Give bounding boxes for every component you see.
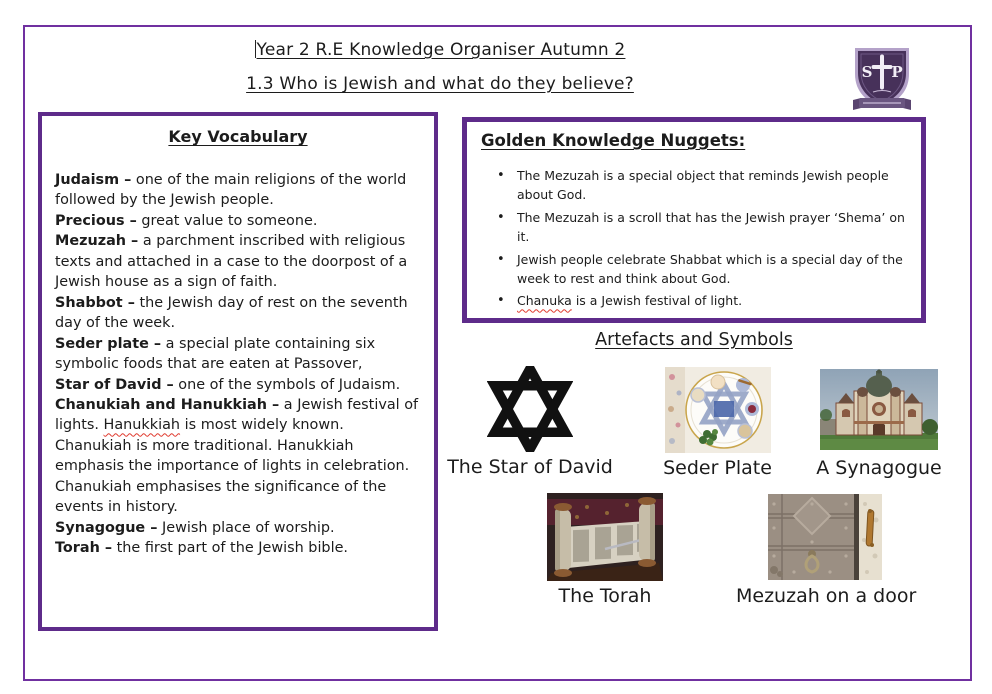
vocab-term: Precious –	[55, 212, 137, 229]
golden-knowledge-nuggets-box	[462, 117, 926, 323]
artefact-label-star: The Star of David	[447, 456, 613, 478]
nugget-item-2[interactable]	[481, 208, 907, 247]
vocab-definition: one of the main religions of the world followed by the Jewish people.	[55, 172, 407, 209]
vocab-definition: is most widely known. Chanukiah is more traditional. Hanukkiah emphasis the importance of lights in celebration. Chanukiah emphasises the significance of the events in history.	[55, 417, 410, 516]
key-vocabulary-box	[38, 112, 438, 631]
vocab-definition: Jewish place of worship.	[157, 519, 335, 536]
artefact-card-torah	[526, 492, 684, 607]
artefact-label-mezuzah: Mezuzah on a door	[736, 585, 917, 607]
vocab-entry-synagogue[interactable]	[55, 518, 421, 538]
vocab-definition: one of the symbols of Judaism.	[173, 376, 401, 393]
left-roller	[554, 503, 572, 577]
school-crest-logo	[849, 44, 915, 116]
synagogue-image[interactable]	[820, 369, 938, 450]
artefact-card-mezuzah	[736, 492, 917, 607]
vocab-term: Synagogue –	[55, 519, 158, 536]
nugget-text: The Mezuzah is a scroll that has the Jewish prayer ‘Shema’ on it.	[517, 209, 905, 245]
crest-ribbon	[853, 98, 911, 110]
vocab-term: Shabbot –	[55, 294, 135, 311]
vocab-definition: a parchment inscribed with religious texts and attached in a case to the doorpost of a Jewish house as a sign of faith.	[55, 233, 408, 291]
vocab-entry-star-of-david[interactable]	[55, 375, 421, 395]
artefact-card-synagogue	[804, 366, 954, 479]
vocab-term: Judaism –	[55, 172, 132, 188]
nugget-item-1[interactable]	[481, 166, 907, 205]
spellcheck-word: Hanukkiah	[103, 417, 181, 434]
vocab-definition: a special plate containing six symbolic foods that are eaten at Passover,	[55, 335, 376, 373]
vocab-term: Chanukiah and Hanukkiah –	[55, 396, 280, 413]
document-header	[25, 40, 855, 94]
artefact-label-torah: The Torah	[558, 585, 652, 607]
artefact-card-seder-plate	[645, 366, 790, 479]
nuggets-heading[interactable]: Golden Knowledge Nuggets:	[481, 131, 746, 150]
star-of-david-icon[interactable]	[487, 366, 573, 452]
artefact-label-synagogue: A Synagogue	[816, 457, 942, 479]
nugget-text: The Mezuzah is a special object that reminds Jewish people about God.	[517, 168, 889, 203]
vocab-term: Star of David –	[55, 376, 174, 393]
vocab-entry-judaism[interactable]	[55, 170, 421, 211]
title-text-1: Year 2 R.E Knowledge Organiser Autumn 2	[256, 40, 626, 60]
right-roller	[638, 497, 656, 567]
text-cursor	[255, 40, 256, 58]
artefact-card-star-of-david	[440, 366, 620, 478]
title-line-2[interactable]	[25, 74, 855, 94]
vocab-definition: a Jewish festival of lights.	[55, 396, 419, 434]
key-vocabulary-heading[interactable]: Key Vocabulary	[168, 127, 308, 146]
nugget-item-3[interactable]	[481, 250, 907, 289]
crest-letter-p: P	[891, 63, 903, 81]
door-frame-shadow	[854, 494, 859, 580]
nugget-item-4[interactable]	[481, 291, 907, 310]
mezuzah-image[interactable]	[768, 494, 882, 580]
vocab-definition: the Jewish day of rest on the seventh day of the week.	[55, 294, 408, 332]
vocabulary-entries	[55, 170, 421, 559]
nugget-text: is a Jewish festival of light.	[571, 293, 743, 309]
vocab-entry-shabbot[interactable]	[55, 293, 421, 334]
vocab-entry-torah[interactable]	[55, 538, 421, 558]
vocab-entry-seder-plate[interactable]	[55, 334, 421, 375]
vocab-entry-chanukiah[interactable]	[55, 395, 421, 518]
nugget-text: Jewish people celebrate Shabbat which is a special day of the week to rest and think about God.	[517, 251, 903, 286]
seder-plate-image[interactable]	[665, 367, 771, 453]
vocab-term: Torah –	[55, 540, 113, 557]
nugget-list	[481, 166, 907, 311]
artefact-label-seder: Seder Plate	[663, 457, 772, 479]
crest-letter-s: S	[861, 63, 873, 81]
vocab-term: Mezuzah –	[55, 233, 139, 250]
vocab-entry-mezuzah[interactable]	[55, 231, 421, 292]
vocab-definition: great value to someone.	[136, 212, 318, 229]
title-line-1[interactable]	[25, 40, 855, 60]
torah-image[interactable]	[547, 493, 663, 581]
artefacts-heading: Artefacts and Symbols	[595, 330, 793, 350]
spellcheck-word: Chanuka	[517, 293, 572, 309]
shield-icon	[849, 44, 915, 116]
vocab-entry-precious[interactable]	[55, 211, 421, 231]
vocab-term: Seder plate –	[55, 335, 162, 352]
vocab-definition: the first part of the Jewish bible.	[112, 540, 348, 557]
title-text-2: 1.3 Who is Jewish and what do they believe?	[246, 74, 634, 94]
